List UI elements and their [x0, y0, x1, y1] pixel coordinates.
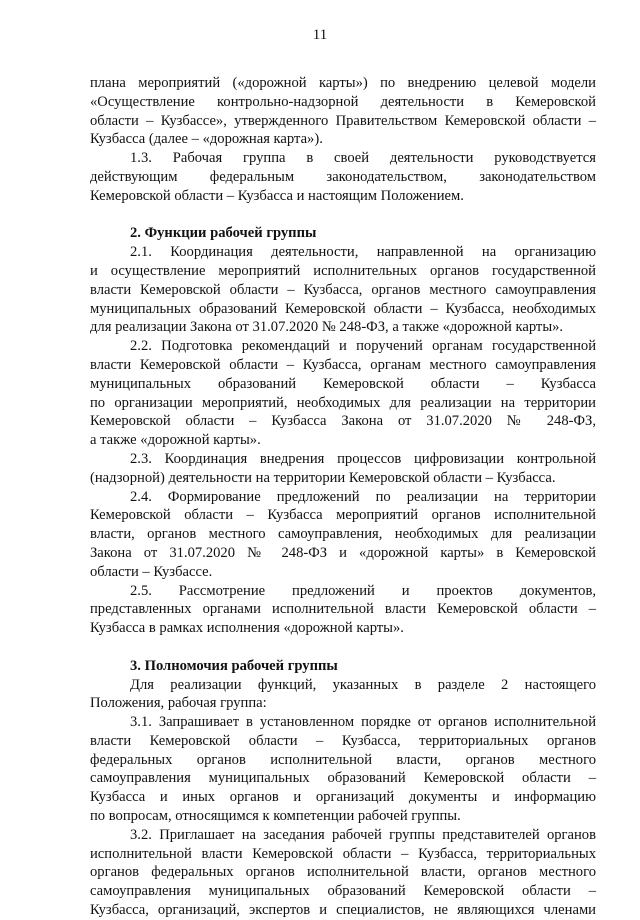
text-line: 1.3. Рабочая группа в своей деятельности руководствуется — [130, 150, 596, 167]
text-line: власти Кемеровской области – Кузбасса, территориальных органов — [90, 732, 596, 749]
text-line: Закона от 31.07.2020 № 248-ФЗ и «дорожной карты» в Кемеровской — [90, 544, 596, 561]
text-line: по организации мероприятий, необходимых для реализации на территории — [90, 394, 596, 411]
text-line: 2.2. Подготовка рекомендаций и поручений органам государственной — [130, 338, 596, 355]
paragraph-3-2 — [90, 826, 596, 920]
text-line: 3.2. Приглашает на заседания рабочей группы представителей органов — [130, 826, 596, 843]
paragraph-2-3 — [90, 450, 596, 488]
text-line: федеральных органов исполнительной власти, органов местного — [90, 751, 596, 768]
text-line: Кузбасса и иных органов и организаций документы и информацию — [90, 789, 596, 806]
text-line: для реализации Закона от 31.07.2020 № 248-ФЗ, а также «дорожной карты». — [90, 319, 564, 336]
text-line: органов федеральных органов исполнительной власти, органов местного — [90, 864, 596, 881]
text-line: 2.4. Формирование предложений по реализации на территории — [130, 488, 596, 505]
paragraph-2-5 — [90, 582, 596, 638]
text-line: власти Кемеровской области – Кузбасса, органов местного самоуправления — [90, 281, 596, 298]
document-body — [90, 74, 596, 920]
text-line: исполнительной власти Кемеровской области – Кузбасса, территориальных — [90, 845, 596, 862]
text-line: Кузбасса (далее – «дорожная карта»). — [90, 131, 323, 148]
text-line: а также «дорожной карты». — [90, 432, 261, 449]
text-line: 3.1. Запрашивает в установленном порядке от органов исполнительной — [130, 714, 596, 731]
text-line: «Осуществление контрольно-надзорной деятельности в Кемеровской — [90, 93, 596, 110]
text-line: Положения, рабочая группа: — [90, 695, 267, 712]
paragraph-intro — [90, 74, 596, 149]
text-line: плана мероприятий («дорожной карты») по внедрению целевой модели — [90, 75, 596, 91]
text-line: Кемеровской области – Кузбасса и настоящим Положением. — [90, 187, 464, 204]
text-line: (надзорной) деятельности на территории Кемеровской области – Кузбасса. — [90, 469, 556, 486]
paragraph-2-4 — [90, 488, 596, 582]
text-line: Кузбасса, организаций, экспертов и специалистов, не являющихся членами — [90, 902, 596, 919]
text-line: самоуправления муниципальных образований Кемеровской области – — [90, 770, 596, 787]
text-line: самоуправления муниципальных образований Кемеровской области – — [90, 883, 596, 900]
text-line: действующим федеральным законодательством, законодательством — [90, 168, 596, 185]
text-line: 2.1. Координация деятельности, направленной на организацию — [130, 244, 596, 261]
text-line: 2.5. Рассмотрение предложений и проектов документов, — [130, 582, 596, 599]
paragraph-3-1 — [90, 713, 596, 826]
paragraph-2-1 — [90, 243, 596, 337]
text-line: власти Кемеровской области – Кузбасса, органам местного самоуправления — [90, 356, 596, 373]
text-line: и осуществление мероприятий исполнительных органов государственной — [90, 262, 596, 279]
text-line: области – Кузбассе», утвержденного Правительством Кемеровской области – — [90, 112, 596, 129]
text-line: представленных органами исполнительной власти Кемеровской области – — [90, 601, 596, 618]
text-line: по вопросам, относящимся к компетенции рабочей группы. — [90, 808, 461, 825]
section-2-heading: 2. Функции рабочей группы — [130, 225, 317, 242]
text-line: Кемеровской области – Кузбасса Закона от 31.07.2020 № 248-ФЗ, — [90, 413, 596, 430]
text-line: Кемеровской области – Кузбасса мероприятий органов исполнительной — [90, 507, 596, 524]
text-line: Кузбасса в рамках исполнения «дорожной карты». — [90, 620, 404, 637]
text-line: Для реализации функций, указанных в разделе 2 настоящего — [130, 676, 596, 693]
paragraph-1-3 — [90, 149, 596, 205]
page-number: 11 — [312, 27, 328, 43]
section-3-heading: 3. Полномочия рабочей группы — [130, 657, 338, 674]
text-line: муниципальных образований Кемеровской области – Кузбасса, необходимых — [90, 300, 596, 317]
paragraph-3-intro — [90, 676, 596, 714]
text-line: 2.3. Координация внедрения процессов цифровизации контрольной — [130, 450, 596, 467]
text-line: власти, органов местного самоуправления, необходимых для реализации — [90, 526, 596, 543]
text-line: муниципальных образований Кемеровской области – Кузбасса — [90, 375, 596, 392]
text-line: области – Кузбассе. — [90, 563, 213, 580]
paragraph-2-2 — [90, 337, 596, 450]
